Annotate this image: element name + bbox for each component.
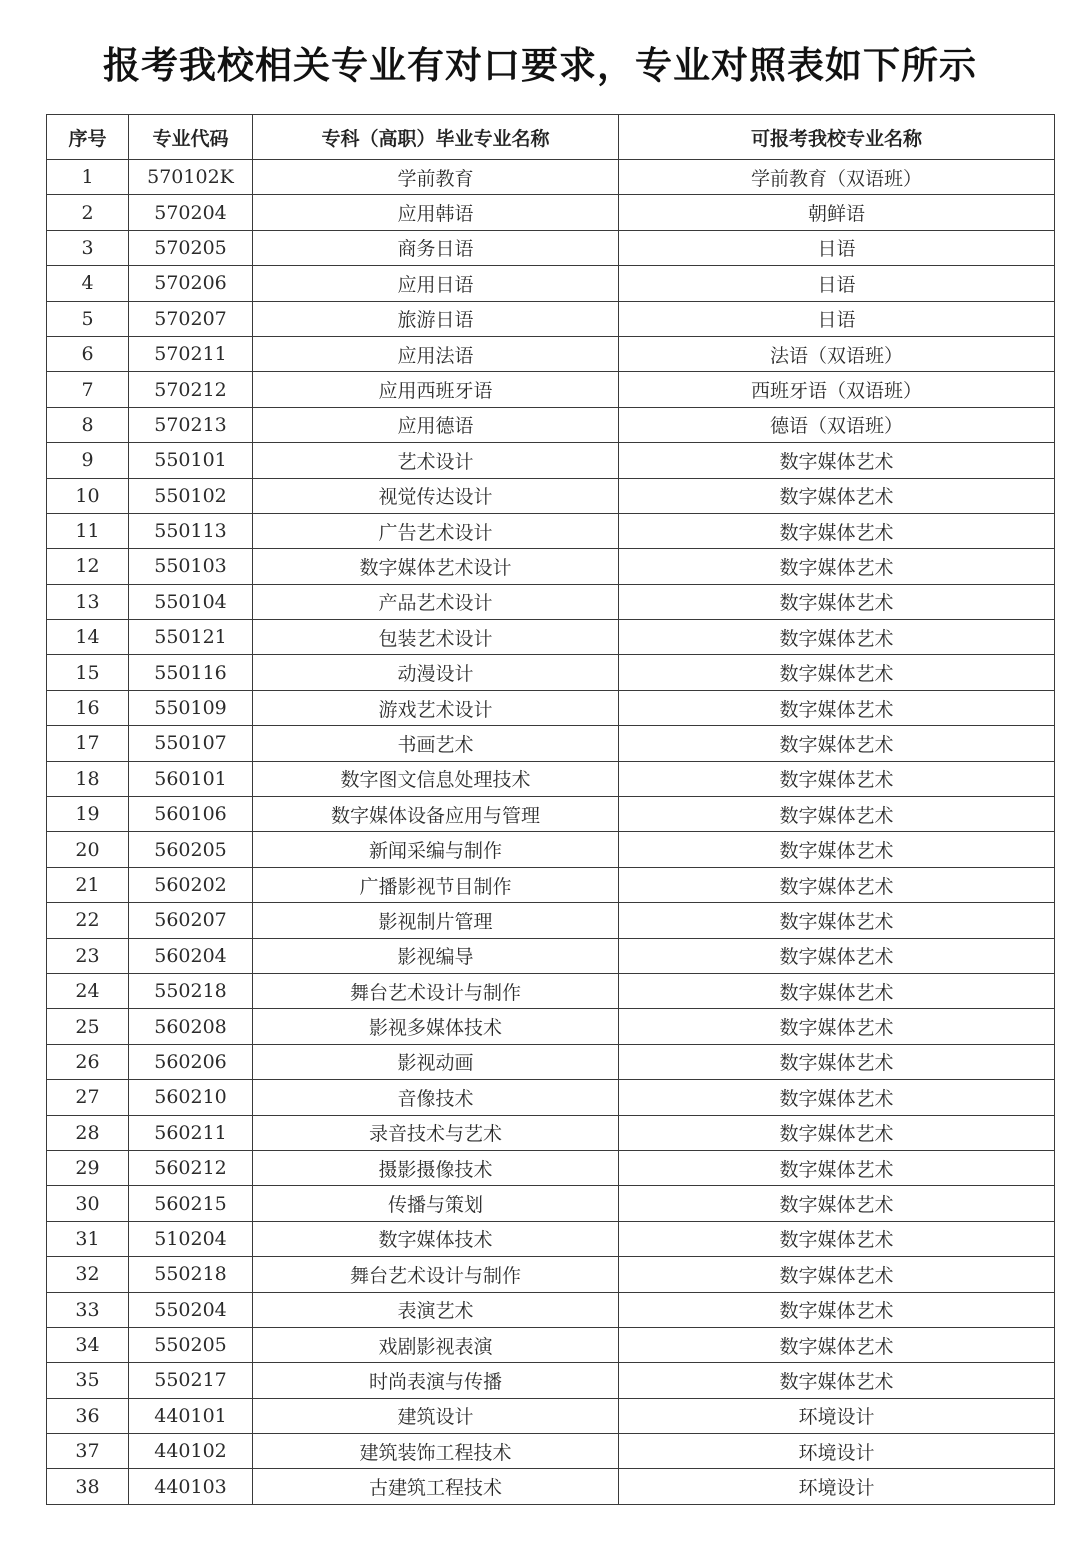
cell-target-major: 数字媒体艺术 <box>619 973 1055 1008</box>
cell-major-code: 440102 <box>129 1434 253 1469</box>
cell-source-major: 数字媒体艺术设计 <box>253 549 619 584</box>
cell-source-major: 舞台艺术设计与制作 <box>253 1257 619 1292</box>
table-row <box>47 160 1055 195</box>
cell-source-major: 时尚表演与传播 <box>253 1363 619 1398</box>
cell-target-major: 数字媒体艺术 <box>619 761 1055 796</box>
cell-serial-number: 22 <box>47 903 129 938</box>
cell-major-code: 550107 <box>129 726 253 761</box>
cell-major-code: 570207 <box>129 301 253 336</box>
cell-target-major: 数字媒体艺术 <box>619 938 1055 973</box>
table-row <box>47 478 1055 513</box>
cell-target-major: 数字媒体艺术 <box>619 1186 1055 1221</box>
cell-target-major: 数字媒体艺术 <box>619 1257 1055 1292</box>
cell-source-major: 游戏艺术设计 <box>253 690 619 725</box>
table-row <box>47 938 1055 973</box>
cell-target-major: 环境设计 <box>619 1434 1055 1469</box>
cell-serial-number: 12 <box>47 549 129 584</box>
cell-serial-number: 20 <box>47 832 129 867</box>
cell-serial-number: 8 <box>47 407 129 442</box>
table-row <box>47 372 1055 407</box>
table-row <box>47 1469 1055 1504</box>
cell-major-code: 550205 <box>129 1327 253 1362</box>
cell-source-major: 学前教育 <box>253 160 619 195</box>
header-row <box>47 115 1055 160</box>
table-row <box>47 1327 1055 1362</box>
cell-serial-number: 3 <box>47 230 129 265</box>
cell-source-major: 戏剧影视表演 <box>253 1327 619 1362</box>
cell-major-code: 560210 <box>129 1080 253 1115</box>
cell-major-code: 560204 <box>129 938 253 973</box>
cell-source-major: 表演艺术 <box>253 1292 619 1327</box>
cell-source-major: 广告艺术设计 <box>253 513 619 548</box>
cell-major-code: 560206 <box>129 1044 253 1079</box>
cell-serial-number: 29 <box>47 1150 129 1185</box>
cell-source-major: 数字媒体技术 <box>253 1221 619 1256</box>
cell-source-major: 音像技术 <box>253 1080 619 1115</box>
table-row <box>47 443 1055 478</box>
cell-target-major: 数字媒体艺术 <box>619 903 1055 938</box>
table-row <box>47 903 1055 938</box>
cell-target-major: 德语（双语班） <box>619 407 1055 442</box>
table-row <box>47 195 1055 230</box>
cell-source-major: 影视编导 <box>253 938 619 973</box>
cell-serial-number: 2 <box>47 195 129 230</box>
cell-serial-number: 5 <box>47 301 129 336</box>
cell-source-major: 应用法语 <box>253 336 619 371</box>
cell-source-major: 数字媒体设备应用与管理 <box>253 797 619 832</box>
table-row <box>47 336 1055 371</box>
cell-major-code: 560212 <box>129 1150 253 1185</box>
cell-source-major: 产品艺术设计 <box>253 584 619 619</box>
cell-target-major: 环境设计 <box>619 1398 1055 1433</box>
cell-source-major: 建筑设计 <box>253 1398 619 1433</box>
cell-major-code: 560207 <box>129 903 253 938</box>
table-row <box>47 867 1055 902</box>
header-major-code: 专业代码 <box>129 115 253 160</box>
cell-major-code: 510204 <box>129 1221 253 1256</box>
table-row <box>47 655 1055 690</box>
cell-serial-number: 35 <box>47 1363 129 1398</box>
cell-target-major: 日语 <box>619 266 1055 301</box>
cell-source-major: 新闻采编与制作 <box>253 832 619 867</box>
cell-source-major: 摄影摄像技术 <box>253 1150 619 1185</box>
cell-major-code: 550121 <box>129 620 253 655</box>
cell-major-code: 560208 <box>129 1009 253 1044</box>
cell-major-code: 560202 <box>129 867 253 902</box>
cell-major-code: 550218 <box>129 1257 253 1292</box>
cell-serial-number: 13 <box>47 584 129 619</box>
cell-major-code: 440101 <box>129 1398 253 1433</box>
cell-source-major: 商务日语 <box>253 230 619 265</box>
cell-source-major: 视觉传达设计 <box>253 478 619 513</box>
cell-serial-number: 26 <box>47 1044 129 1079</box>
table-row <box>47 1186 1055 1221</box>
cell-serial-number: 15 <box>47 655 129 690</box>
header-target-major: 可报考我校专业名称 <box>619 115 1055 160</box>
cell-target-major: 数字媒体艺术 <box>619 584 1055 619</box>
cell-serial-number: 31 <box>47 1221 129 1256</box>
cell-major-code: 570213 <box>129 407 253 442</box>
cell-serial-number: 9 <box>47 443 129 478</box>
cell-source-major: 建筑装饰工程技术 <box>253 1434 619 1469</box>
cell-major-code: 550109 <box>129 690 253 725</box>
cell-source-major: 舞台艺术设计与制作 <box>253 973 619 1008</box>
cell-major-code: 550101 <box>129 443 253 478</box>
cell-source-major: 应用西班牙语 <box>253 372 619 407</box>
cell-serial-number: 33 <box>47 1292 129 1327</box>
cell-major-code: 560205 <box>129 832 253 867</box>
cell-major-code: 550218 <box>129 973 253 1008</box>
cell-serial-number: 18 <box>47 761 129 796</box>
cell-source-major: 书画艺术 <box>253 726 619 761</box>
cell-target-major: 朝鲜语 <box>619 195 1055 230</box>
cell-serial-number: 21 <box>47 867 129 902</box>
cell-target-major: 环境设计 <box>619 1469 1055 1504</box>
cell-target-major: 数字媒体艺术 <box>619 1363 1055 1398</box>
table-row <box>47 1257 1055 1292</box>
cell-source-major: 影视制片管理 <box>253 903 619 938</box>
cell-major-code: 570212 <box>129 372 253 407</box>
cell-source-major: 影视多媒体技术 <box>253 1009 619 1044</box>
cell-source-major: 广播影视节目制作 <box>253 867 619 902</box>
table-row <box>47 584 1055 619</box>
cell-major-code: 550103 <box>129 549 253 584</box>
cell-target-major: 数字媒体艺术 <box>619 1221 1055 1256</box>
table-row <box>47 1292 1055 1327</box>
cell-serial-number: 17 <box>47 726 129 761</box>
cell-target-major: 日语 <box>619 230 1055 265</box>
cell-source-major: 数字图文信息处理技术 <box>253 761 619 796</box>
cell-source-major: 应用韩语 <box>253 195 619 230</box>
cell-serial-number: 37 <box>47 1434 129 1469</box>
cell-source-major: 应用日语 <box>253 266 619 301</box>
cell-major-code: 560106 <box>129 797 253 832</box>
cell-target-major: 数字媒体艺术 <box>619 1080 1055 1115</box>
table-row <box>47 1009 1055 1044</box>
cell-target-major: 数字媒体艺术 <box>619 797 1055 832</box>
cell-target-major: 数字媒体艺术 <box>619 655 1055 690</box>
table-row <box>47 513 1055 548</box>
cell-serial-number: 11 <box>47 513 129 548</box>
cell-source-major: 录音技术与艺术 <box>253 1115 619 1150</box>
cell-target-major: 数字媒体艺术 <box>619 1044 1055 1079</box>
table-row <box>47 1115 1055 1150</box>
table-row <box>47 797 1055 832</box>
cell-target-major: 数字媒体艺术 <box>619 478 1055 513</box>
cell-target-major: 数字媒体艺术 <box>619 1115 1055 1150</box>
cell-major-code: 560215 <box>129 1186 253 1221</box>
cell-major-code: 570205 <box>129 230 253 265</box>
table-row <box>47 1398 1055 1433</box>
header-source-major: 专科（高职）毕业专业名称 <box>253 115 619 160</box>
cell-serial-number: 4 <box>47 266 129 301</box>
cell-target-major: 数字媒体艺术 <box>619 1150 1055 1185</box>
table-row <box>47 1150 1055 1185</box>
cell-major-code: 440103 <box>129 1469 253 1504</box>
cell-source-major: 影视动画 <box>253 1044 619 1079</box>
table-body <box>47 160 1055 1505</box>
table-row <box>47 1221 1055 1256</box>
cell-source-major: 应用德语 <box>253 407 619 442</box>
cell-serial-number: 34 <box>47 1327 129 1362</box>
table-row <box>47 301 1055 336</box>
cell-target-major: 数字媒体艺术 <box>619 549 1055 584</box>
cell-major-code: 550102 <box>129 478 253 513</box>
cell-major-code: 570204 <box>129 195 253 230</box>
cell-target-major: 数字媒体艺术 <box>619 690 1055 725</box>
cell-serial-number: 1 <box>47 160 129 195</box>
table-header <box>47 115 1055 160</box>
cell-serial-number: 16 <box>47 690 129 725</box>
cell-source-major: 艺术设计 <box>253 443 619 478</box>
page-title: 报考我校相关专业有对口要求，专业对照表如下所示 <box>103 44 977 87</box>
cell-serial-number: 30 <box>47 1186 129 1221</box>
cell-serial-number: 10 <box>47 478 129 513</box>
cell-major-code: 570211 <box>129 336 253 371</box>
cell-source-major: 动漫设计 <box>253 655 619 690</box>
cell-major-code: 550204 <box>129 1292 253 1327</box>
table-row <box>47 973 1055 1008</box>
cell-target-major: 学前教育（双语班） <box>619 160 1055 195</box>
cell-major-code: 550104 <box>129 584 253 619</box>
table-row <box>47 761 1055 796</box>
cell-target-major: 数字媒体艺术 <box>619 1327 1055 1362</box>
cell-source-major: 包装艺术设计 <box>253 620 619 655</box>
cell-source-major: 旅游日语 <box>253 301 619 336</box>
cell-source-major: 古建筑工程技术 <box>253 1469 619 1504</box>
cell-major-code: 560101 <box>129 761 253 796</box>
cell-target-major: 数字媒体艺术 <box>619 726 1055 761</box>
cell-major-code: 550116 <box>129 655 253 690</box>
cell-serial-number: 28 <box>47 1115 129 1150</box>
table-row <box>47 726 1055 761</box>
header-serial-number: 序号 <box>47 115 129 160</box>
cell-target-major: 数字媒体艺术 <box>619 513 1055 548</box>
cell-target-major: 西班牙语（双语班） <box>619 372 1055 407</box>
cell-serial-number: 36 <box>47 1398 129 1433</box>
cell-serial-number: 25 <box>47 1009 129 1044</box>
cell-serial-number: 27 <box>47 1080 129 1115</box>
cell-major-code: 550113 <box>129 513 253 548</box>
cell-serial-number: 14 <box>47 620 129 655</box>
table-row <box>47 407 1055 442</box>
table-row <box>47 620 1055 655</box>
cell-major-code: 550217 <box>129 1363 253 1398</box>
table-row <box>47 1044 1055 1079</box>
cell-target-major: 数字媒体艺术 <box>619 1292 1055 1327</box>
cell-source-major: 传播与策划 <box>253 1186 619 1221</box>
cell-serial-number: 7 <box>47 372 129 407</box>
cell-target-major: 法语（双语班） <box>619 336 1055 371</box>
table-row <box>47 1080 1055 1115</box>
table-row <box>47 549 1055 584</box>
cell-major-code: 570206 <box>129 266 253 301</box>
table-row <box>47 1434 1055 1469</box>
table-row <box>47 230 1055 265</box>
cell-serial-number: 6 <box>47 336 129 371</box>
major-mapping-table <box>46 114 1055 1505</box>
table-row <box>47 690 1055 725</box>
table-row <box>47 832 1055 867</box>
cell-target-major: 数字媒体艺术 <box>619 867 1055 902</box>
cell-target-major: 数字媒体艺术 <box>619 1009 1055 1044</box>
cell-serial-number: 38 <box>47 1469 129 1504</box>
cell-serial-number: 32 <box>47 1257 129 1292</box>
major-mapping-table-container <box>46 114 1054 1505</box>
cell-major-code: 560211 <box>129 1115 253 1150</box>
cell-target-major: 数字媒体艺术 <box>619 832 1055 867</box>
cell-serial-number: 19 <box>47 797 129 832</box>
table-row <box>47 1363 1055 1398</box>
table-row <box>47 266 1055 301</box>
cell-serial-number: 23 <box>47 938 129 973</box>
cell-target-major: 日语 <box>619 301 1055 336</box>
cell-target-major: 数字媒体艺术 <box>619 620 1055 655</box>
cell-major-code: 570102K <box>129 160 253 195</box>
cell-serial-number: 24 <box>47 973 129 1008</box>
cell-target-major: 数字媒体艺术 <box>619 443 1055 478</box>
